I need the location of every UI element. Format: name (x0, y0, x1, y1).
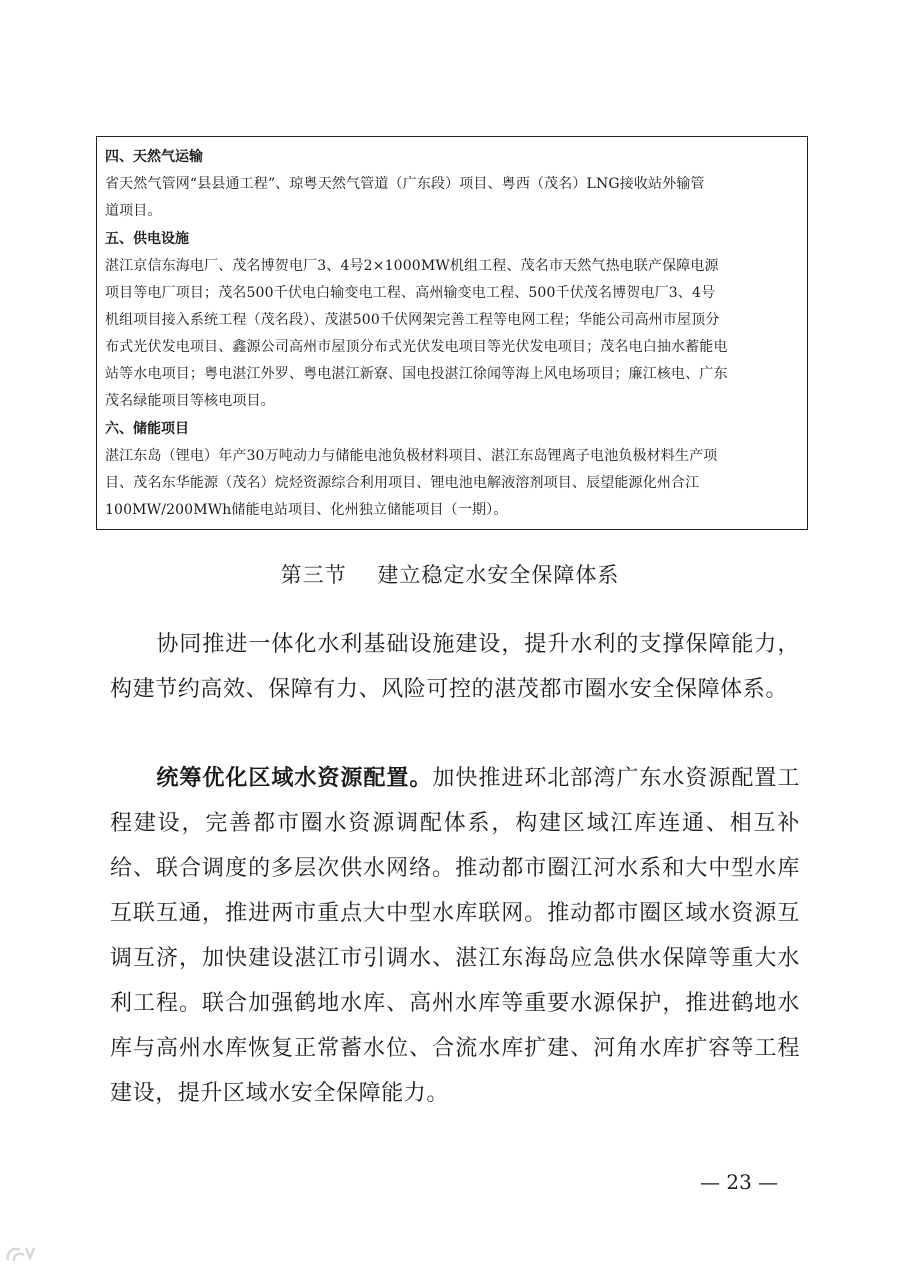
paragraph-intro (110, 622, 800, 712)
text-line: 项目等电厂项目；茂名500千伏电白输变电工程、高州输变电工程、500千伏茂名博贺电厂3、4号 (105, 285, 716, 301)
paragraph-lead: 统筹优化区域水资源配置。 (156, 766, 433, 791)
section-heading: 五、供电设施 (105, 231, 189, 247)
section-body (105, 253, 799, 415)
text-line: 机组项目接入系统工程（茂名段）、茂湛500千伏网架完善工程等电网工程；华能公司高州市屋顶分 (105, 312, 720, 328)
section-natural-gas (105, 143, 799, 225)
text-line: 湛江东岛（锂电）年产30万吨动力与储能电池负极材料项目、湛江东岛锂离子电池负极材料生产项 (105, 448, 718, 464)
paragraph-text: 协同推进一体化水利基础设施建设，提升水利的支撑保障能力，构建节约高效、保障有力、风险可控的湛茂都市圈水安全保障体系。 (110, 632, 800, 702)
section-heading: 六、储能项目 (105, 421, 189, 437)
page-number: — 23 — (700, 1170, 779, 1194)
text-line: 目、茂名东华能源（茂名）烷烃资源综合利用项目、锂电池电解液溶剂项目、辰望能源化州合江 (105, 475, 700, 491)
text-line: 省天然气管网“县县通工程”、琼粤天然气管道（广东段）项目、粤西（茂名）LNG接收站外输管 (105, 176, 705, 192)
section-body (105, 443, 799, 524)
projects-table-box (96, 136, 808, 530)
text-line: 茂名绿能项目等核电项目。 (105, 393, 275, 409)
text-line: 100MW/200MWh储能电站项目、化州独立储能项目（一期）。 (105, 502, 508, 518)
section-power-supply (105, 225, 799, 415)
section-energy-storage (105, 415, 799, 524)
paragraph-text: 加快推进环北部湾广东水资源配置工程建设，完善都市圈水资源调配体系，构建区域江库连通、相互补给、联合调度的多层次供水网络。推动都市圈江河水系和大中型水库互联互通，推进两市重点大中型水库联网。推动都市圈区域水资源互调互济，加快建设湛江市引调水、湛江东海岛应急供水保障等重大水利工程。联合加强鹤地水库、高州水库等重要水源保护，推进鹤地水库与高州水库恢复正常蓄水位、合流水库扩建、河角水库扩容等工程建设，提升区域水安全保障能力。 (110, 766, 801, 1106)
text-line: 湛江京信东海电厂、茂名博贺电厂3、4号2×1000MW机组工程、茂名市天然气热电联产保障电源 (105, 258, 719, 274)
watermark-logo-icon (4, 1244, 40, 1268)
text-line: 道项目。 (105, 203, 162, 219)
text-line: 布式光伏发电项目、鑫源公司高州市屋顶分布式光伏发电项目等光伏发电项目；茂名电白抽水蓄能电 (105, 339, 728, 355)
watermark (4, 1244, 40, 1268)
section-heading: 四、天然气运输 (105, 149, 203, 165)
section-title: 第三节 建立稳定水安全保障体系 (280, 563, 620, 587)
section-body (105, 171, 799, 225)
paragraph-water-allocation (110, 756, 800, 1116)
text-line: 站等水电项目；粤电湛江外罗、粤电湛江新寮、国电投湛江徐闻等海上风电场项目；廉江核电、广东 (105, 366, 728, 382)
